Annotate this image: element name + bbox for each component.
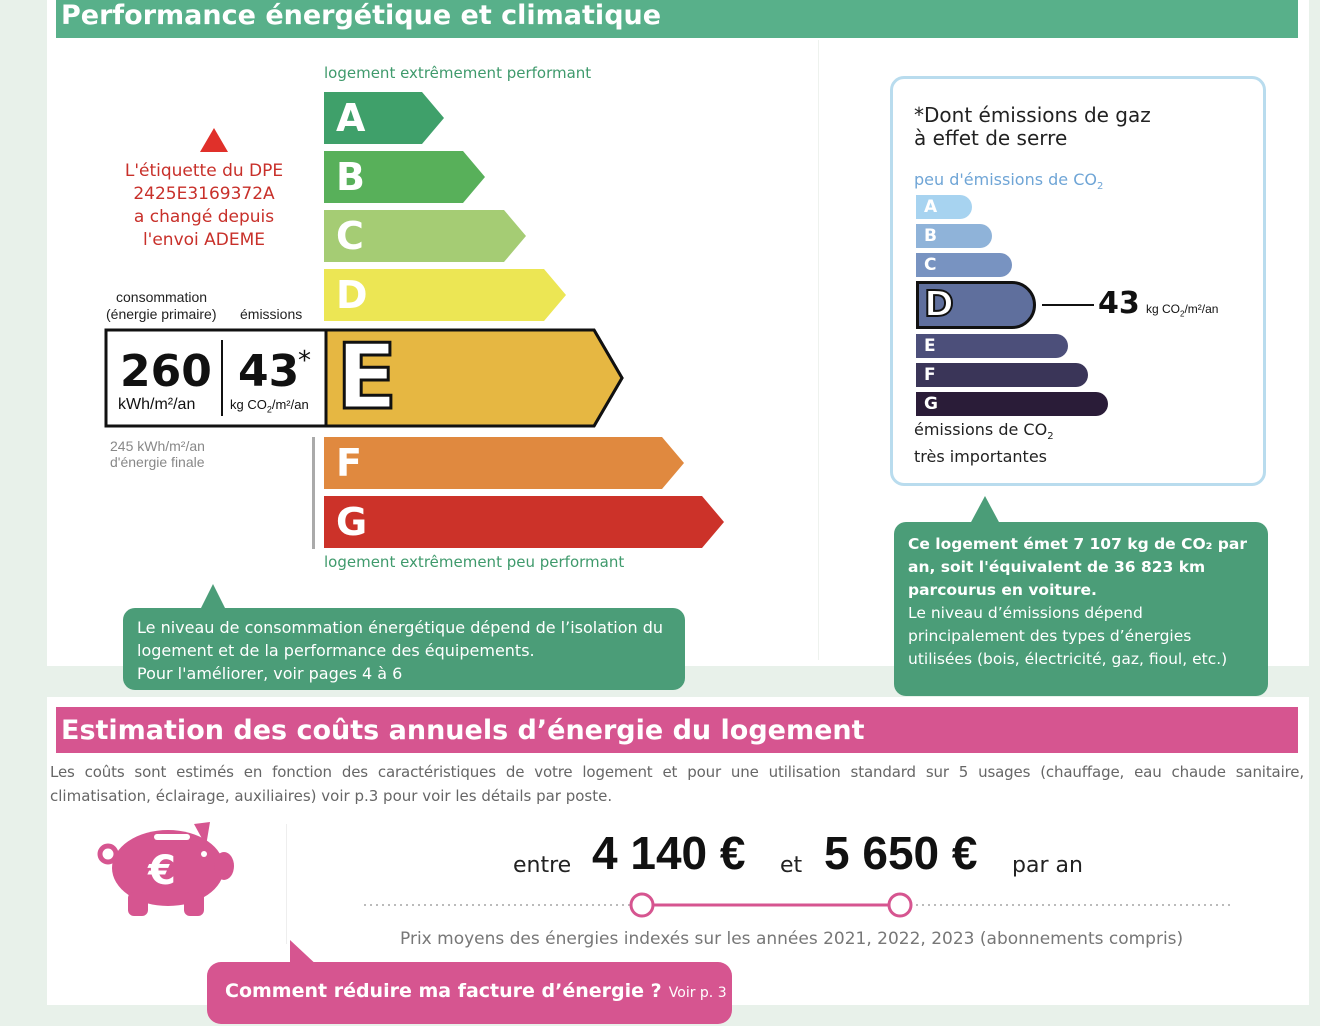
ges-class-g-bar: G [916,392,1108,416]
cost-intro: Les coûts sont estimés en fonction des caractéristiques de votre logement et pour une utilisation standard sur 5 usages (chauffage, eau chaude sanitaire, climatisation, éclairage, auxiliaires) voir p.3 pour voir les détails par poste. [50,763,1304,805]
ges-bottom-label: émissions de $CO_2$ très importantes [914,420,1054,467]
emissions-unit: kg $CO_2/m^2/an$ [230,397,309,415]
scale-line [312,437,315,549]
bubble-consumption-info: Le niveau de consommation énergétique dépend de l’isolation du logement et de la performance des équipements. Pour l'améliorer, voir pages 4 à 6 [123,608,685,690]
section-title-performance: Performance énergétique et climatique [56,0,1298,38]
dpe-class-d-label: D [336,273,368,317]
consumption-label: consommation [116,289,208,305]
consumption-unit: kWh/m²/an [118,396,196,413]
emissions-value: 43 [238,346,300,397]
ges-class-f-bar: F [916,363,1088,387]
dpe-warning-text: L'étiquette du DPE 2425E3169372A a changé depuis l'envoi ADEME [124,161,284,250]
dpe-class-g-label: G [336,500,368,544]
prices-note: Prix moyens des énergies indexés sur les années 2021, 2022, 2023 (abonnements compris) [400,929,1184,949]
range-max-marker [889,894,911,916]
ges-class-b-bar: B [916,224,992,248]
dpe-bottom-label: logement extrêmement peu performant [324,553,625,571]
range-min-marker [631,894,653,916]
cost-range-bar [360,890,1240,920]
consumption-value: 260 [120,346,212,397]
range-suffix: par an [1012,853,1083,878]
ges-value: 43 [1098,286,1140,321]
energy-bill-cta[interactable] [207,962,732,1024]
range-min: 4 140 € [592,827,746,879]
final-energy-value: 245 kWh/m²/an [110,438,205,454]
bubble-emissions-info: Ce logement émet 7 107 kg de CO₂ par an, soit l'équivalent de 36 823 km parcourus en voiture. Le niveau d’émissions dépend principalement des types d’énergies utilisées (bois, électricité, gaz, fioul, etc.) [894,522,1268,696]
dpe-class-f-label: F [336,441,362,485]
piggy-bank-euro-icon [94,818,238,920]
ges-current-letter: D [924,284,954,325]
warning-icon [198,126,230,154]
consumption-sublabel: (énergie primaire) [106,306,217,322]
cta-link[interactable]: Voir p. 3 [668,985,727,1001]
svg-text:€: € [148,848,176,894]
ges-top-label: peu d'émissions de $CO_2$ [914,170,1104,193]
ges-class-c-bar: C [916,253,1012,277]
final-energy-label: d'énergie finale [110,454,205,470]
emissions-label: émissions [240,306,303,322]
emissions-star: * [298,346,311,376]
ges-value-line [1042,304,1094,306]
dpe-top-label: logement extrêmement performant [324,64,592,82]
ges-heading: *Dont émissions de gaz à effet de serre [914,103,1151,150]
range-max: 5 650 € [824,827,978,879]
bubble-right-pointer [970,496,1000,524]
ges-class-e-bar: E [916,334,1068,358]
ges-class-a-bar: A [916,195,972,219]
ges-unit: kg $CO_2/m^2/an$ [1146,302,1219,319]
panel-divider [818,40,819,660]
dpe-class-a-label: A [336,96,366,140]
dpe-class-b-label: B [336,155,365,199]
range-connector: et [780,853,803,878]
cta-label: Comment réduire ma facture d’énergie ? [225,980,662,1002]
dpe-class-c-label: C [336,214,364,258]
section-title-costs: Estimation des coûts annuels d’énergie du logement [56,707,1298,753]
dpe-current-letter: E [336,325,398,430]
cost-separator [286,824,287,944]
bubble-left-pointer [200,584,226,610]
range-prefix: entre [513,853,572,878]
